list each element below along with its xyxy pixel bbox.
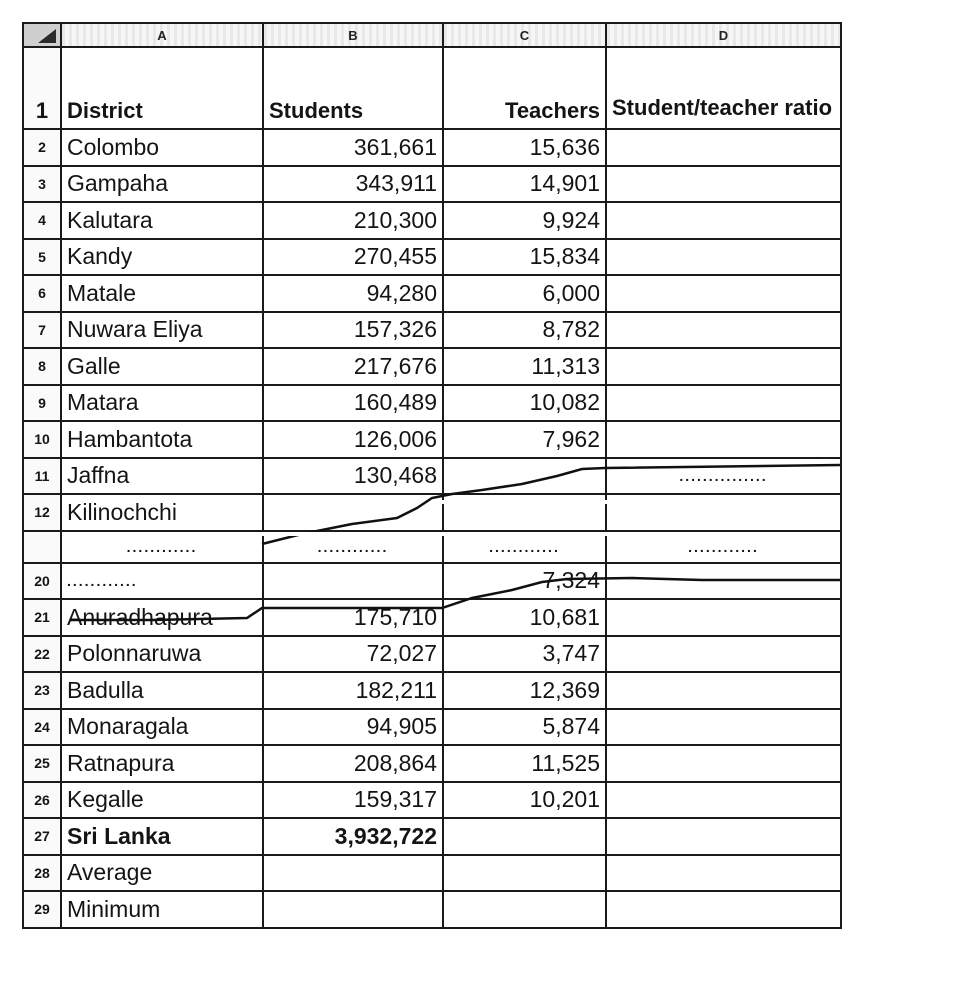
cell-district[interactable]: Kilinochchi (61, 494, 263, 531)
cell-teachers[interactable] (443, 891, 606, 928)
row-number[interactable]: 6 (23, 275, 61, 312)
cell-ratio[interactable] (606, 421, 841, 458)
cell-teachers[interactable]: 10,681 (443, 599, 606, 636)
table-row (23, 672, 841, 709)
row-number[interactable]: 28 (23, 855, 61, 892)
select-all-corner[interactable] (23, 23, 61, 47)
cell-teachers[interactable]: 9,924 (443, 202, 606, 239)
cell-district[interactable]: Ratnapura (61, 745, 263, 782)
cell-district[interactable]: Nuwara Eliya (61, 312, 263, 349)
cell-teachers[interactable]: 5,874 (443, 709, 606, 746)
cell-ratio[interactable] (606, 672, 841, 709)
cell-district[interactable]: Galle (61, 348, 263, 385)
cell-district[interactable]: Average (61, 855, 263, 892)
cell-ratio[interactable] (606, 745, 841, 782)
cell-teachers[interactable] (443, 458, 606, 495)
cell-ratio[interactable] (606, 782, 841, 819)
cell-district[interactable]: Sri Lanka (61, 818, 263, 855)
cell-teachers[interactable]: 6,000 (443, 275, 606, 312)
cell-ratio[interactable] (606, 891, 841, 928)
cell-district[interactable]: Colombo (61, 129, 263, 166)
row-number[interactable]: 4 (23, 202, 61, 239)
cell-teachers[interactable]: 3,747 (443, 636, 606, 673)
table-row (23, 202, 841, 239)
cell-teachers[interactable]: 11,525 (443, 745, 606, 782)
table-row (23, 782, 841, 819)
table-row (23, 385, 841, 422)
table-row (23, 458, 841, 495)
ellipsis-d: ............ (606, 531, 841, 563)
cell-ratio[interactable] (606, 129, 841, 166)
cell-teachers[interactable]: 14,901 (443, 166, 606, 203)
cell-district[interactable]: Anuradhapura (61, 599, 263, 636)
cell-students[interactable]: 72,027 (263, 636, 443, 673)
cell-district[interactable]: Polonnaruwa (61, 636, 263, 673)
table-row (23, 348, 841, 385)
ellipsis-b: ............ (263, 531, 443, 563)
table-row (23, 599, 841, 636)
row-number[interactable]: 9 (23, 385, 61, 422)
cell-district[interactable]: Kalutara (61, 202, 263, 239)
row-number[interactable]: 5 (23, 239, 61, 276)
row-number[interactable]: 21 (23, 599, 61, 636)
table-row (23, 891, 841, 928)
cell-district[interactable]: Kegalle (61, 782, 263, 819)
table-row (23, 494, 841, 531)
cell-teachers[interactable] (443, 818, 606, 855)
cell-district[interactable]: Monaragala (61, 709, 263, 746)
header-district[interactable]: District (61, 47, 263, 129)
ellipsis-c: ............ (443, 531, 606, 563)
cell-ratio[interactable] (606, 385, 841, 422)
cell-ratio[interactable] (606, 348, 841, 385)
cell-students[interactable]: 217,676 (263, 348, 443, 385)
cell-students[interactable]: 270,455 (263, 239, 443, 276)
row-number[interactable]: 29 (23, 891, 61, 928)
cell-ratio[interactable] (606, 166, 841, 203)
row-number (23, 531, 61, 563)
row-number[interactable]: 24 (23, 709, 61, 746)
table-row (23, 636, 841, 673)
cell-students[interactable]: 343,911 (263, 166, 443, 203)
row-number[interactable]: 7 (23, 312, 61, 349)
row-number[interactable]: 27 (23, 818, 61, 855)
cell-ratio[interactable] (606, 239, 841, 276)
cell-students[interactable] (263, 855, 443, 892)
table-row (23, 239, 841, 276)
row-number[interactable]: 10 (23, 421, 61, 458)
cell-students[interactable]: 160,489 (263, 385, 443, 422)
cell-district[interactable]: Badulla (61, 672, 263, 709)
table-row (23, 709, 841, 746)
table-row (23, 129, 841, 166)
row-number[interactable]: 25 (23, 745, 61, 782)
cell-teachers[interactable]: 12,369 (443, 672, 606, 709)
cell-district[interactable]: ............ (61, 563, 263, 600)
ellipsis-a: ............ (61, 531, 263, 563)
cell-ratio[interactable] (606, 818, 841, 855)
omitted-rows (23, 531, 841, 563)
cell-students[interactable]: 182,211 (263, 672, 443, 709)
cell-students[interactable]: 94,905 (263, 709, 443, 746)
cell-students[interactable] (263, 563, 443, 600)
row-number[interactable]: 26 (23, 782, 61, 819)
table-row (23, 563, 841, 600)
table-row (23, 312, 841, 349)
cell-students[interactable] (263, 891, 443, 928)
cell-district[interactable]: Matara (61, 385, 263, 422)
row-number[interactable]: 3 (23, 166, 61, 203)
table-row (23, 166, 841, 203)
cell-district[interactable]: Jaffna (61, 458, 263, 495)
spreadsheet (22, 22, 840, 929)
header-students[interactable]: Students (263, 47, 443, 129)
cell-ratio[interactable] (606, 275, 841, 312)
cell-students[interactable]: 208,864 (263, 745, 443, 782)
cell-teachers[interactable]: 7,962 (443, 421, 606, 458)
cell-district[interactable]: Minimum (61, 891, 263, 928)
cell-teachers[interactable]: 11,313 (443, 348, 606, 385)
table-row (23, 855, 841, 892)
header-teachers[interactable]: Teachers (443, 47, 606, 129)
column-header-a[interactable]: A (61, 23, 263, 47)
column-header-row (23, 23, 841, 47)
row-number[interactable]: 1 (23, 47, 61, 129)
row-number[interactable]: 23 (23, 672, 61, 709)
cell-ratio[interactable] (606, 855, 841, 892)
cell-ratio[interactable] (606, 494, 841, 531)
cell-ratio[interactable] (606, 312, 841, 349)
cell-teachers[interactable]: 15,834 (443, 239, 606, 276)
cell-ratio[interactable] (606, 202, 841, 239)
cell-ratio[interactable]: ............... (606, 458, 841, 495)
cell-students[interactable]: 210,300 (263, 202, 443, 239)
district-table (22, 22, 842, 929)
cell-students[interactable]: 94,280 (263, 275, 443, 312)
cell-students[interactable]: 361,661 (263, 129, 443, 166)
cell-district[interactable]: Matale (61, 275, 263, 312)
column-header-d[interactable]: D (606, 23, 841, 47)
cell-teachers[interactable]: 15,636 (443, 129, 606, 166)
row-number[interactable]: 11 (23, 458, 61, 495)
cell-students[interactable]: 175,710 (263, 599, 443, 636)
cell-teachers[interactable] (443, 494, 606, 531)
column-header-c[interactable]: C (443, 23, 606, 47)
cell-ratio[interactable] (606, 636, 841, 673)
cell-students[interactable] (263, 494, 443, 531)
cell-district[interactable]: Gampaha (61, 166, 263, 203)
cell-teachers[interactable]: 10,082 (443, 385, 606, 422)
table-row (23, 421, 841, 458)
row-number[interactable]: 20 (23, 563, 61, 600)
cell-ratio[interactable] (606, 709, 841, 746)
cell-ratio[interactable] (606, 599, 841, 636)
row-number[interactable]: 22 (23, 636, 61, 673)
cell-students[interactable]: 126,006 (263, 421, 443, 458)
header-ratio[interactable]: Student/teacher ratio (606, 47, 841, 129)
cell-district[interactable]: Kandy (61, 239, 263, 276)
cell-students[interactable]: 130,468 (263, 458, 443, 495)
cell-teachers[interactable]: 8,782 (443, 312, 606, 349)
cell-students[interactable]: 157,326 (263, 312, 443, 349)
cell-teachers[interactable] (443, 855, 606, 892)
cell-district[interactable]: Hambantota (61, 421, 263, 458)
table-row (23, 818, 841, 855)
row-number[interactable]: 8 (23, 348, 61, 385)
row-number[interactable]: 12 (23, 494, 61, 531)
cell-teachers[interactable]: 7,324 (443, 563, 606, 600)
table-row (23, 275, 841, 312)
column-header-b[interactable]: B (263, 23, 443, 47)
header-row (23, 47, 841, 129)
cell-teachers[interactable]: 10,201 (443, 782, 606, 819)
cell-students[interactable]: 3,932,722 (263, 818, 443, 855)
cell-ratio[interactable] (606, 563, 841, 600)
table-row (23, 745, 841, 782)
row-number[interactable]: 2 (23, 129, 61, 166)
cell-students[interactable]: 159,317 (263, 782, 443, 819)
